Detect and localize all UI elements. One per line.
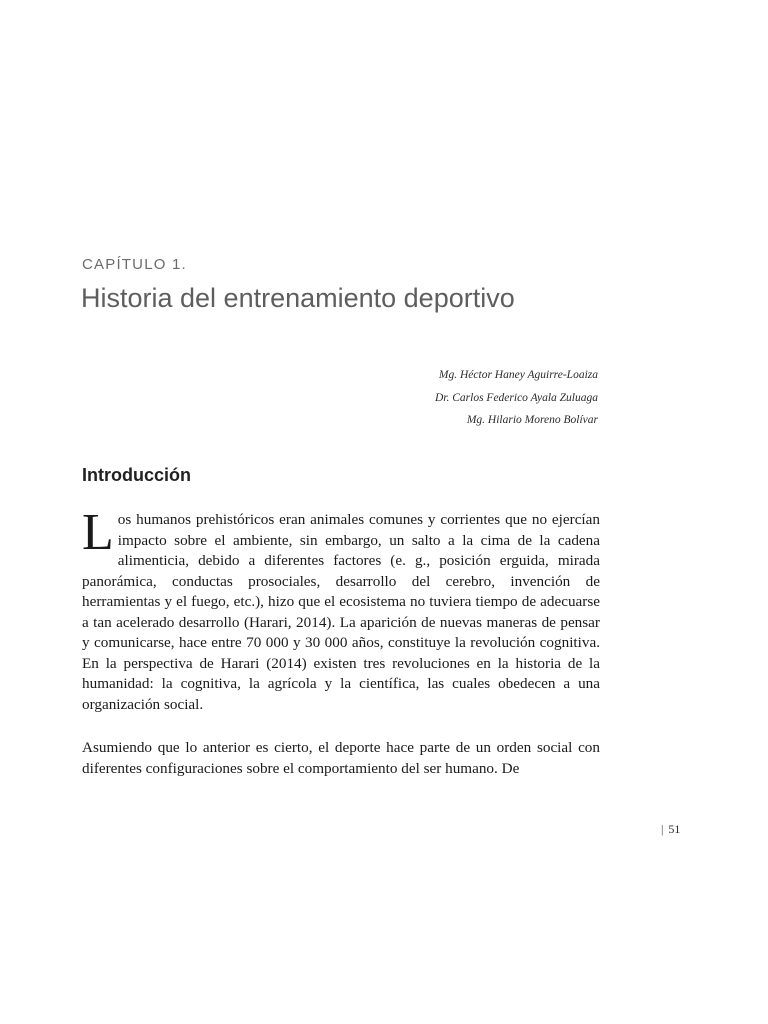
- author-name: Mg. Héctor Haney Aguirre-Loaiza: [438, 369, 598, 381]
- section-heading: Introducción: [82, 465, 191, 485]
- drop-cap: L: [82, 504, 114, 561]
- author-list: [435, 364, 598, 432]
- page-number-value: 51: [668, 822, 681, 836]
- page-number-separator: |: [661, 822, 664, 836]
- page-number: [661, 822, 680, 837]
- paragraph-text: os humanos prehistóricos eran animales comunes y corrientes que no ejercían impacto sobre el ambiente, sin embargo, un salto a la cima de la cadena alimenticia, debido a diferentes factores (e. g., posición erguida, mirada panorámica, conductas prosociales, desarrollo del cerebro, invención de herramientas y el fuego, etc.), hizo que el ecosistema no tuviera tiempo de adecuarse a tan acelerado desarrollo (Harari, 2014). La aparición de nuevas maneras de pensar y comunicarse, hace entre 70 000 y 30 000 años, constituye la revolución cognitiva. En la perspectiva de Harari (2014) existen tres revoluciones en la historia de la humanidad: la cognitiva, la agrícola y la científica, las cuales obedecen a una organización social.: [82, 511, 600, 713]
- body-paragraph: Asumiendo que lo anterior es cierto, el deporte hace parte de un orden social con diferentes configuraciones sobre el comportamiento del ser humano. De: [82, 739, 600, 777]
- author-name: Dr. Carlos Federico Ayala Zuluaga: [434, 391, 598, 404]
- chapter-label: CAPÍTULO 1.: [82, 256, 187, 273]
- author-name: Mg. Hilario Moreno Bolívar: [466, 414, 598, 426]
- body-paragraph: [82, 504, 600, 715]
- chapter-title: Historia del entrenamiento deportivo: [81, 283, 515, 313]
